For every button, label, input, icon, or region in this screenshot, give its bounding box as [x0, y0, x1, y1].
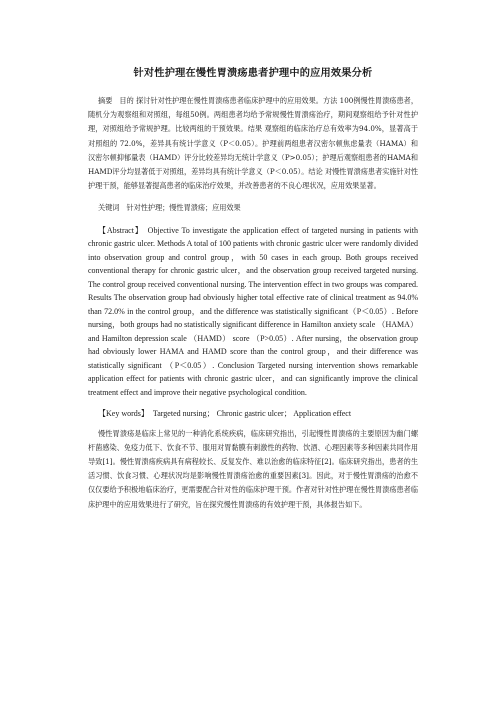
- abstract-en-text: Objective To investigate the application effect of targeted nursing in patients with chronic gastric ulcer. Methods A total of 100 patients with chronic gastric ulcer were randomly divided into observation group and control group，with 50 cases in each group. Both groups received conventional therapy for chronic gastric ulcer，and the observation group received targeted nursing. The control group received conventional nursing. The intervention effect in two groups was compared. Results The observation group had obviously higher total effective rate of clinical treatment as 94.0% than 72.0% in the control group，and the difference was statistically significant（P＜0.05）. Before nursing，both groups had no statistically significant difference in Hamilton anxiety scale （HAMA） and Hamilton depression scale （HAMD） score （P>0.05）. After nursing，the observation group had obviously lower HAMA and HAMD score than the control group，and their difference was statistically significant （P＜0.05）. Conclusion Targeted nursing intervention shows remarkable application effect for patients with chronic gastric ulcer，and can significantly improve the clinical treatment effect and improve their negative psychological condition.: [88, 225, 418, 397]
- abstract-en-label: 【Abstract】: [98, 225, 144, 235]
- keywords-cn: [88, 201, 418, 215]
- keywords-en: [88, 407, 418, 421]
- abstract-cn: [88, 94, 418, 193]
- paper-page: [88, 64, 418, 512]
- paper-title: 针对性护理在慢性胃溃疡患者护理中的应用效果分析: [133, 68, 373, 79]
- keywords-cn-text: 针对性护理；慢性胃溃疡；应用效果: [126, 203, 241, 213]
- keywords-cn-label: 关键词: [98, 203, 120, 213]
- intro-paragraph: 慢性胃溃疡是临床上常见的一种消化系统疾病，临床研究指出，引起慢性胃溃疡的主要原因为幽门螺杆菌感染、免疫力低下、饮食不节、服用对胃黏膜有刺激性的药物、饮酒、心理因素等多种因素共同作用导致[1]。慢性胃溃疡疾病具有病程较长、反复发作、难以治愈的临床特征[2]。临床研究指出，患者的生活习惯、饮食习惯、心理状况均是影响慢性胃溃疡治愈的重要因素[3]。因此，对于慢性胃溃疡的治愈不仅仅要给予积极地临床治疗，更需要配合针对性的临床护理干预。作者对针对性护理在慢性胃溃疡患者临床护理中的应用效果进行了研究，旨在探究慢性胃溃疡的有效护理干预，具体报告如下。: [88, 428, 418, 509]
- abstract-en: [88, 224, 418, 400]
- abstract-cn-label: 摘要: [98, 96, 113, 105]
- keywords-en-text: Targeted nursing； Chronic gastric ulcer； Application effect: [152, 409, 352, 419]
- abstract-cn-text: 目的 探讨针对性护理在慢性胃溃疡患者临床护理中的应用效果。方法 100例慢性胃溃疡患者，随机分为观察组和对照组，每组50例。两组患者均给予常规慢性胃溃疡治疗，期间观察组给予针对性护理，对照组给予常规护理。比较两组的干预效果。结果 观察组的临床治疗总有效率为94.0%，显著高于对照组的 72.0%，差异具有统计学意义（P＜0.05）。护理前两组患者汉密尔顿焦虑量表（HAMA）和汉密尔顿抑郁量表（HAMD）评分比较差异均无统计学意义（P>0.05）；护理后观察组患者的HAMA和HAMD评分均显著低于对照组，差异均具有统计学意义（P＜0.05）。结论 对慢性胃溃疡患者实施针对性护理干预，能够显著提高患者的临床治疗效果，并改善患者的不良心理状况，应用效果显著。: [88, 96, 418, 191]
- keywords-en-label: 【Key words】: [98, 409, 149, 419]
